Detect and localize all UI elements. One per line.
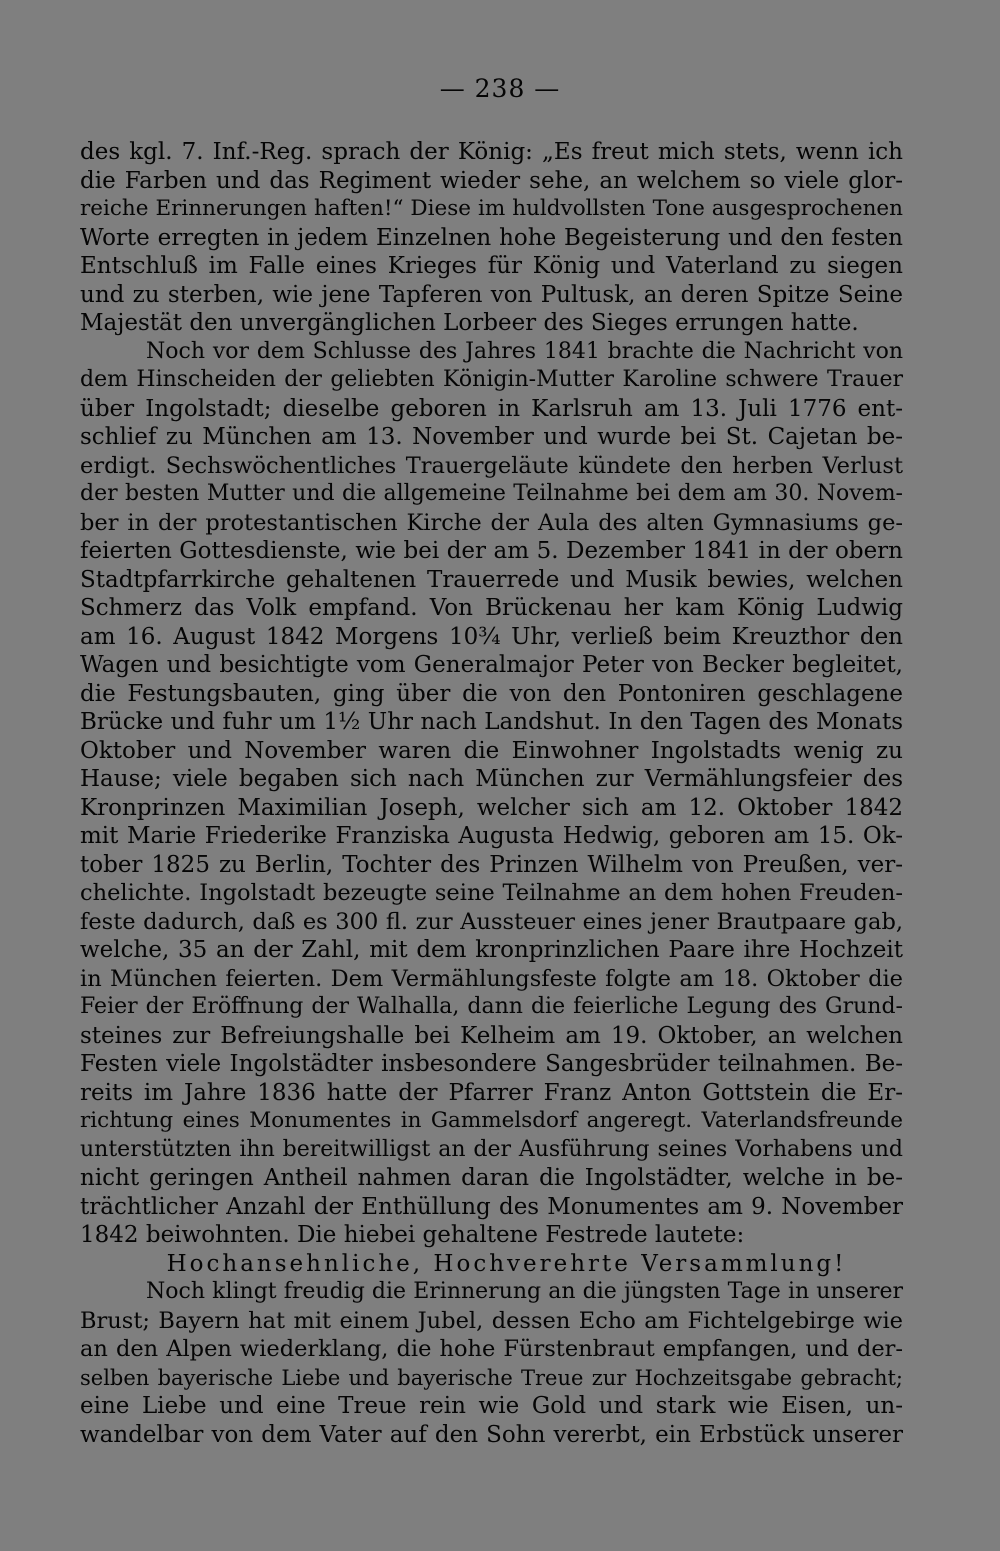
text-line: nicht geringen Antheil nahmen daran die Ingolstädter, welche in be- — [80, 1165, 903, 1191]
speech-heading: Hochansehnliche, Hochverehrte Versammlung! — [166, 1250, 847, 1277]
text-line: erdigt. Sechswöchentliches Trauergeläute kündete den herben Verlust — [80, 452, 903, 479]
text-line: an den Alpen wiederklang, die hohe Fürstenbraut empfangen, und der- — [80, 1336, 903, 1362]
text-line: Kronprinzen Maximilian Joseph, welcher sich am 12. Oktober 1842 — [80, 794, 903, 821]
text-line: wandelbar von dem Vater auf den Sohn vererbt, ein Erbstück unserer — [80, 1421, 903, 1448]
text-line: die Festungsbauten, ging über die von den Pontoniren geschlagene — [80, 680, 903, 707]
text-line: tober 1825 zu Berlin, Tochter des Prinzen Wilhelm von Preußen, ver- — [80, 851, 903, 878]
text-line: reits im Jahre 1836 hatte der Pfarrer Franz Anton Gottstein die Er- — [80, 1079, 903, 1106]
text-line: ber in der protestantischen Kirche der Aula des alten Gymnasiums ge- — [80, 509, 903, 536]
text-line: Schmerz das Volk empfand. Von Brückenau her kam König Ludwig — [80, 595, 903, 621]
text-line: über Ingolstadt; dieselbe geboren in Karlsruh am 13. Juli 1776 ent- — [80, 395, 903, 422]
text-line: Hause; viele begaben sich nach München zur Vermählungsfeier des — [80, 766, 903, 792]
text-line: Noch klingt freudig die Erinnerung an die jüngsten Tage in unserer — [146, 1279, 903, 1304]
text-line: Brust; Bayern hat mit einem Jubel, dessen Echo am Fichtelgebirge wie — [80, 1307, 903, 1334]
text-line: der besten Mutter und die allgemeine Teilnahme bei dem am 30. Novem- — [80, 481, 903, 506]
text-line: mit Marie Friederike Franziska Augusta Hedwig, geboren am 15. Ok- — [80, 823, 903, 849]
text-line: feste dadurch, daß es 300 fl. zur Aussteuer eines jener Brautpaare gab, — [80, 908, 903, 935]
text-line: 1842 beiwohnten. Die hiebei gehaltene Festrede lautete: — [80, 1222, 745, 1248]
text-line: feierten Gottesdienste, wie bei der am 5. Dezember 1841 in der obern — [80, 538, 903, 564]
text-line: und zu sterben, wie jene Tapferen von Pultusk, an deren Spitze Seine — [80, 281, 903, 308]
text-line: Oktober und November waren die Einwohner Ingolstadts wenig zu — [80, 737, 903, 764]
text-line: die Farben und das Regiment wieder sehe, an welchem so viele glor- — [80, 167, 903, 194]
text-line: Feier der Eröffnung der Walhalla, dann die feierliche Legung des Grund- — [80, 994, 903, 1019]
text-line: Worte erregten in jedem Einzelnen hohe Begeisterung und den festen — [80, 224, 903, 251]
text-line: Stadtpfarrkirche gehaltenen Trauerrede und Musik bewies, welchen — [80, 566, 903, 593]
text-line: trächtlicher Anzahl der Enthüllung des Monumentes am 9. November — [80, 1193, 903, 1220]
text-line: welche, 35 an der Zahl, mit dem kronprinzlichen Paare ihre Hochzeit — [80, 937, 903, 963]
text-line: dem Hinscheiden der geliebten Königin-Mutter Karoline schwere Trauer — [80, 367, 903, 392]
text-line: richtung eines Monumentes in Gammelsdorf angeregt. Vaterlandsfreunde — [80, 1108, 903, 1133]
text-line: Majestät den unvergänglichen Lorbeer des Sieges errungen hatte. — [80, 310, 859, 336]
text-line: des kgl. 7. Inf.-Reg. sprach der König: „Es freut mich stets, wenn ich — [80, 139, 903, 165]
text-line: eine Liebe und eine Treue rein wie Gold und stark wie Eisen, un- — [80, 1393, 903, 1419]
body-text — [80, 138, 903, 1449]
text-line: reiche Erinnerungen haften!“ Diese im huldvollsten Tone ausgesprochenen — [80, 196, 903, 221]
text-line: selben bayerische Liebe und bayerische Treue zur Hochzeitsgabe gebracht; — [80, 1365, 903, 1390]
text-line: Noch vor dem Schlusse des Jahres 1841 brachte die Nachricht von — [146, 338, 903, 364]
text-line: schlief zu München am 13. November und wurde bei St. Cajetan be- — [80, 424, 903, 450]
text-line: Entschluß im Falle eines Krieges für König und Vaterland zu siegen — [80, 253, 903, 279]
text-line: Festen viele Ingolstädter insbesondere Sangesbrüder teilnahmen. Be- — [80, 1051, 903, 1077]
page-number: — 238 — — [439, 74, 561, 103]
text-line: chelichte. Ingolstadt bezeugte seine Teilnahme an dem hohen Freuden- — [80, 880, 903, 906]
text-line: in München feierten. Dem Vermählungsfeste folgte am 18. Oktober die — [80, 965, 903, 992]
text-line: Wagen und besichtigte vom Generalmajor Peter von Becker begleitet, — [80, 652, 903, 678]
text-line: am 16. August 1842 Morgens 10¾ Uhr, verließ beim Kreuzthor den — [80, 623, 903, 650]
text-line: Brücke und fuhr um 1½ Uhr nach Landshut. In den Tagen des Monats — [80, 709, 903, 735]
text-line: unterstützten ihn bereitwilligst an der Ausführung seines Vorhabens und — [80, 1136, 903, 1162]
text-line: steines zur Befreiungshalle bei Kelheim am 19. Oktober, an welchen — [80, 1022, 903, 1049]
